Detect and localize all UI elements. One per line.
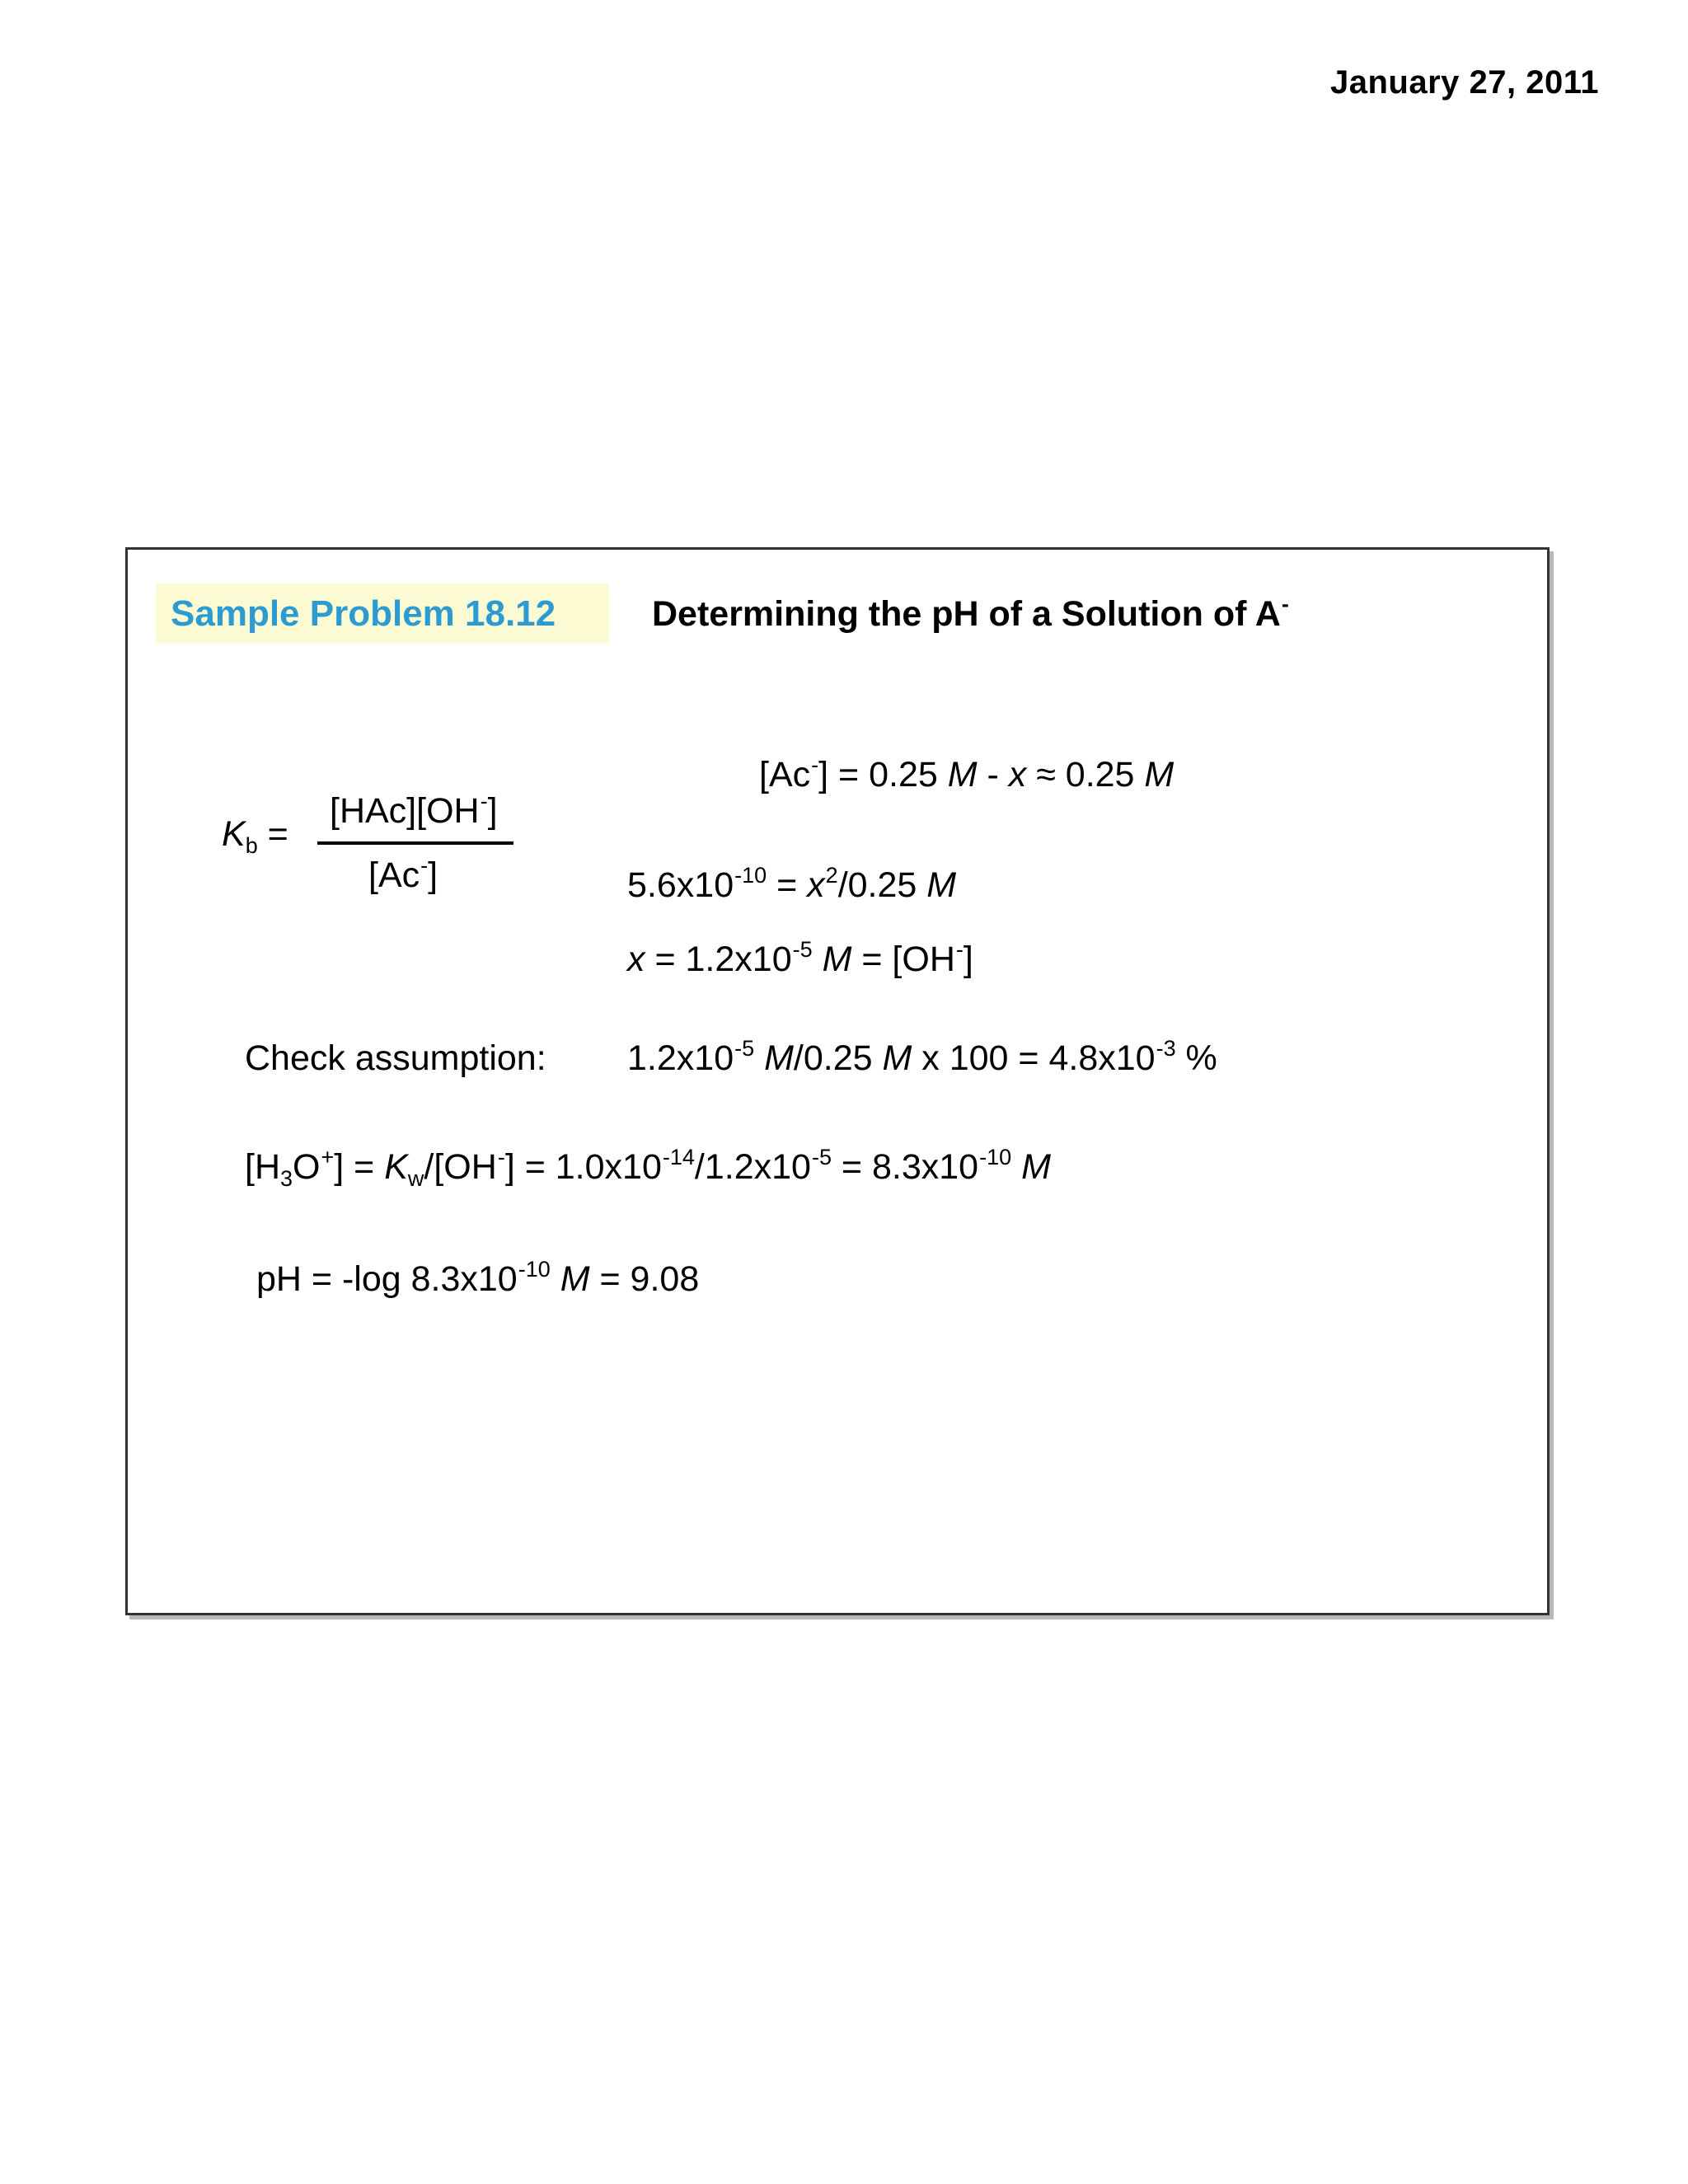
kb-denominator-charge: - (420, 853, 429, 878)
kb-subscript: b (245, 833, 258, 858)
assumption-line (759, 754, 1174, 799)
check-exponent-2: -3 (1156, 1036, 1176, 1061)
assumption-part2: ] = 0.25 (818, 755, 948, 794)
page-date: January 27, 2011 (1329, 64, 1599, 101)
kb-value-line (627, 865, 956, 910)
kb-value-x: x (807, 865, 825, 905)
h3o-part4: /[OH (424, 1147, 497, 1187)
x-solution-molar: M (822, 940, 852, 979)
kb-value-part2: = (767, 865, 808, 905)
x-solution-line (627, 939, 973, 984)
check-exponent-1: -5 (734, 1036, 755, 1061)
x-solution-part1: = 1.2x10 (645, 940, 792, 979)
ph-line (256, 1258, 699, 1304)
hydroxide-charge: - (497, 1145, 505, 1169)
check-space (754, 1038, 764, 1078)
check-percent: % (1175, 1038, 1217, 1078)
h3o-subscript: 3 (280, 1166, 293, 1191)
check-part4: x 100 = 4.8x10 (912, 1038, 1156, 1078)
ph-molar: M (560, 1259, 590, 1299)
assumption-molar-1: M (947, 755, 978, 794)
slide-frame (125, 547, 1550, 1615)
h3o-exponent-1: -14 (662, 1145, 695, 1169)
assumption-part1: [Ac (759, 755, 811, 794)
h3o-part7: = 8.3x10 (831, 1147, 979, 1187)
kb-numerator-close: ] (487, 791, 498, 831)
kw-k: K (384, 1147, 408, 1187)
x-solution-x: x (627, 940, 645, 979)
check-assumption-label: Check assumption: (245, 1038, 546, 1078)
kb-numerator-text: [HAc][OH (330, 791, 480, 831)
h3o-part3: ] = (334, 1147, 385, 1187)
h3o-part2: O (293, 1147, 321, 1187)
kb-k: K (222, 814, 246, 854)
h3o-space (1011, 1147, 1021, 1187)
h3o-exponent-3: -10 (979, 1145, 1012, 1169)
kb-value-part3: /0.25 (837, 865, 927, 905)
assumption-part3: - (977, 755, 1009, 794)
slide-title (652, 593, 1289, 639)
kb-numerator-charge: - (480, 789, 488, 813)
h3o-charge: + (321, 1145, 335, 1169)
h3o-exponent-2: -5 (811, 1145, 832, 1169)
check-molar-2: M (882, 1038, 912, 1078)
slide-title-superscript: - (1281, 592, 1289, 616)
kb-denominator-close: ] (428, 855, 438, 895)
x-solution-close: ] (963, 940, 973, 979)
h3o-part5: ] = 1.0x10 (504, 1147, 662, 1187)
check-assumption-line (627, 1038, 1217, 1083)
kb-equals: = (257, 814, 288, 854)
ph-part1: pH = -log 8.3x10 (256, 1259, 518, 1299)
x-solution-part3: = [OH (851, 940, 955, 979)
check-molar-1: M (764, 1038, 794, 1078)
kb-numerator (330, 790, 498, 836)
check-part3: /0.25 (793, 1038, 883, 1078)
check-part1: 1.2x10 (627, 1038, 734, 1078)
h3o-part1: [H (245, 1147, 280, 1187)
ph-space (551, 1259, 560, 1299)
kb-value-molar: M (926, 865, 957, 905)
x-solution-charge: - (955, 937, 964, 962)
kb-symbol (222, 813, 288, 859)
assumption-part4: ≈ 0.25 (1026, 755, 1145, 794)
slide-title-text: Determining the pH of a Solution of A (652, 594, 1281, 634)
kw-subscript: w (407, 1166, 424, 1191)
sample-problem-label: Sample Problem 18.12 (156, 583, 609, 644)
assumption-x: x (1008, 755, 1027, 794)
kb-value-part1: 5.6x10 (627, 865, 734, 905)
kb-value-exponent: -10 (734, 863, 767, 888)
kb-denominator (368, 855, 438, 900)
kb-value-x-exponent: 2 (825, 863, 838, 888)
ph-result: = 9.08 (589, 1259, 700, 1299)
assumption-charge: - (811, 752, 819, 777)
ph-exponent: -10 (518, 1257, 551, 1282)
x-solution-exponent: -5 (792, 937, 813, 962)
x-solution-space (813, 940, 823, 979)
hydronium-line (245, 1146, 1051, 1192)
fraction-bar (317, 841, 513, 845)
assumption-molar-2: M (1144, 755, 1175, 794)
h3o-molar: M (1021, 1147, 1051, 1187)
kb-denominator-text: [Ac (368, 855, 420, 895)
h3o-part6: /1.2x10 (694, 1147, 811, 1187)
